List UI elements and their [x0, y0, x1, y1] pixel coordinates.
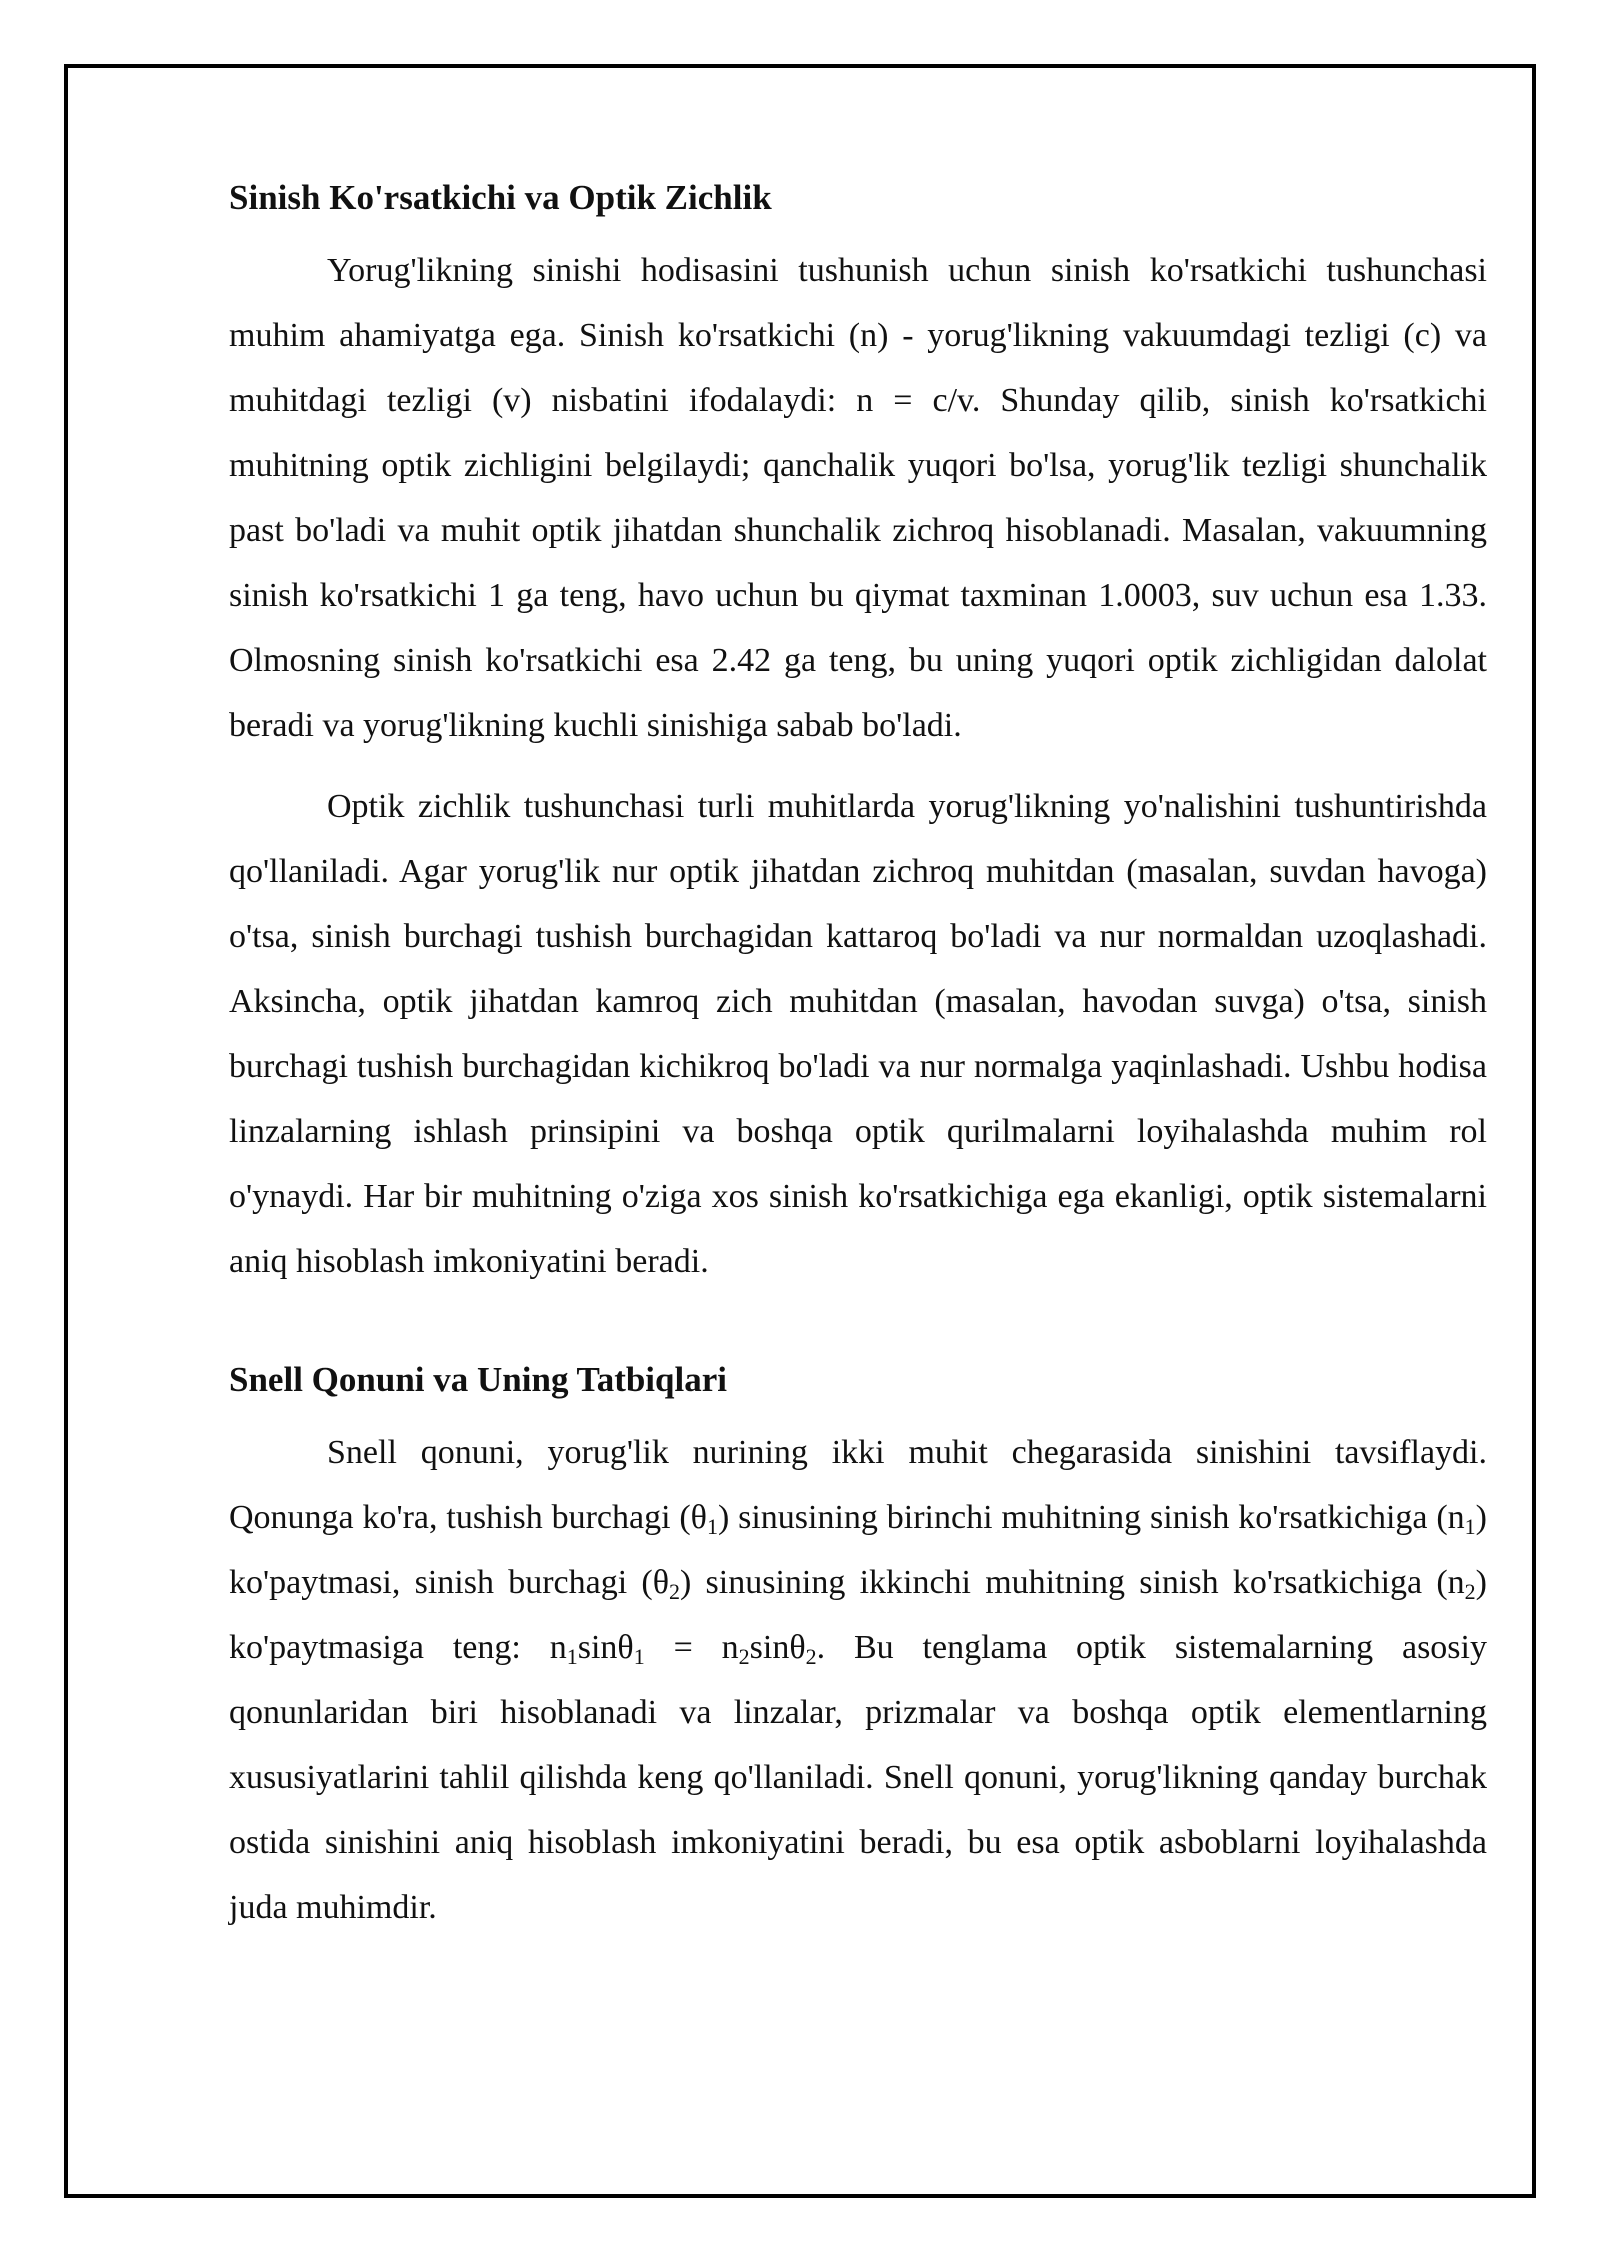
text-run: ) ko'paytmasi, sinish burchagi (θ [229, 1499, 1487, 1601]
paragraph-optical-density: Optik zichlik tushunchasi turli muhitlarda yorug'likning yo'nalishini tushuntirishda qo'llaniladi. Agar yorug'lik nur optik jihatdan zichroq muhitdan (masalan, suvdan havoga) o'tsa, sinish burchagi tushish burchagidan kattaroq bo'ladi va nur normaldan uzoqlashadi. Aksincha, optik jihatdan kamroq zich muhitdan (masalan, havodan suvga) o'tsa, sinish burchagi tushish burchagidan kichikroq bo'ladi va nur normalga yaqinlashadi. Ushbu hodisa linzalarning ishlash prinsipini va boshqa optik qurilmalarni loyihalashda muhim rol o'ynaydi. Har bir muhitning o'ziga xos sinish ko'rsatkichiga ega ekanligi, optik sistemalarni aniq hisoblash imkoniyatini beradi. [229, 788, 1487, 1280]
section-heading-snell-law: Snell Qonuni va Uning Tatbiqlari [229, 1360, 727, 1399]
subscript: 2 [1464, 1579, 1476, 1604]
paragraph-snell-law [229, 1420, 1487, 1940]
text-run: ) ko'paytmasiga teng: n [229, 1564, 1487, 1666]
text-run: = n [644, 1629, 739, 1666]
text-run: . Bu tenglama optik sistemalarning asosiy qonunlaridan biri hisoblanadi va linzalar, prizmalar va boshqa optik elementlarning xususiyatlarini tahlil qilishda keng qo'llaniladi. Snell qonuni, yorug'likning qanday burchak ostida sinishini aniq hisoblash imkoniyatini beradi, bu esa optik asboblarni loyihalashda juda muhimdir. [229, 1629, 1487, 1926]
subscript: 1 [566, 1644, 578, 1669]
paragraph-refractive-index: Yorug'likning sinishi hodisasini tushunish uchun sinish ko'rsatkichi tushunchasi muhim ahamiyatga ega. Sinish ko'rsatkichi (n) - yorug'likning vakuumdagi tezligi (c) va muhitdagi tezligi (v) nisbatini ifodalaydi: n = c/v. Shunday qilib, sinish ko'rsatkichi muhitning optik zichligini belgilaydi; qanchalik yuqori bo'lsa, yorug'lik tezligi shunchalik past bo'ladi va muhit optik jihatdan shunchalik zichroq hisoblanadi. Masalan, vakuumning sinish ko'rsatkichi 1 ga teng, havo uchun bu qiymat taxminan 1.0003, suv uchun esa 1.33. Olmosning sinish ko'rsatkichi esa 2.42 ga teng, bu uning yuqori optik zichligidan dalolat beradi va yorug'likning kuchli sinishiga sabab bo'ladi. [229, 252, 1487, 744]
subscript: 2 [738, 1644, 750, 1669]
subscript: 1 [1464, 1514, 1476, 1539]
text-run: ) sinusining ikkinchi muhitning sinish ko'rsatkichiga (n [679, 1564, 1465, 1601]
text-run: sinθ [577, 1629, 634, 1666]
subscript: 2 [805, 1644, 817, 1669]
document-body [229, 170, 1487, 1956]
subscript: 1 [706, 1514, 718, 1539]
text-run: sinθ [749, 1629, 806, 1666]
subscript: 1 [633, 1644, 645, 1669]
section-heading-refractive-index: Sinish Ko'rsatkichi va Optik Zichlik [229, 178, 772, 217]
text-run: ) sinusining birinchi muhitning sinish ko'rsatkichiga (n [717, 1499, 1465, 1536]
text-run: Snell qonuni, yorug'lik nurining ikki muhit chegarasida sinishini tavsiflaydi. Qonunga ko'ra, tushish burchagi (θ [229, 1434, 1487, 1536]
subscript: 2 [668, 1579, 680, 1604]
